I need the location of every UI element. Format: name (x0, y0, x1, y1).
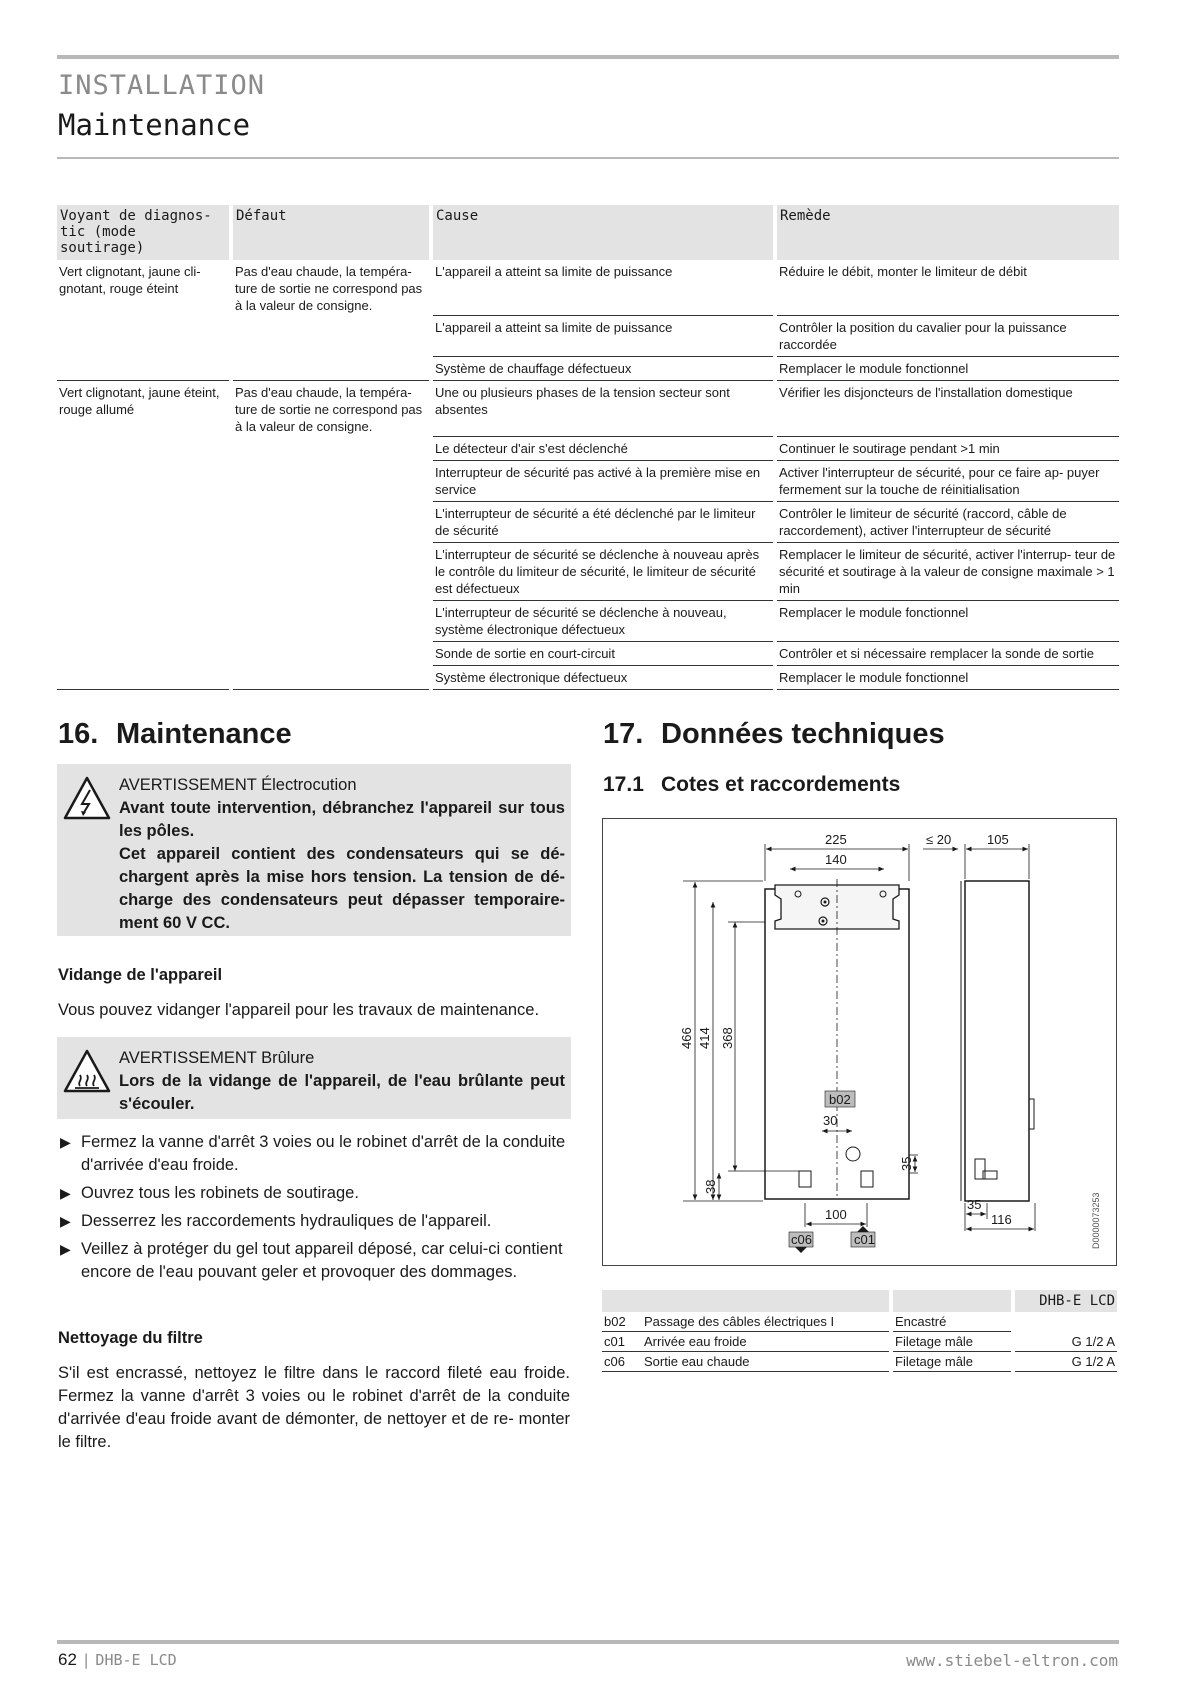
table-row (57, 381, 1119, 437)
footer-model: DHB-E LCD (95, 1651, 177, 1669)
table-row (602, 1352, 1117, 1372)
dim-368: 368 (720, 1027, 735, 1049)
cause-cell: Interrupteur de sécurité pas activé à la première mise en service (433, 461, 773, 502)
cause-cell: L'interrupteur de sécurité a été déclenché par le limiteur de sécurité (433, 502, 773, 543)
footer-rule (57, 1640, 1119, 1644)
remedy-cell: Remplacer le limiteur de sécurité, activer l'interrup- teur de sécurité et soutirage à la valeur de consigne maximale > 1 min (777, 543, 1119, 601)
dim-414: 414 (697, 1027, 712, 1049)
remedy-cell: Remplacer le module fonctionnel (777, 601, 1119, 642)
dim-35-vertical: 35 (899, 1156, 914, 1171)
cause-cell: Système de chauffage défectueux (433, 357, 773, 381)
dim-35-horizontal: 35 (967, 1197, 982, 1212)
remedy-cell: Contrôler la position du cavalier pour la puissance raccordée (777, 316, 1119, 357)
connector-c06 (799, 1171, 811, 1187)
tech-data-table (602, 1290, 1117, 1372)
dim-38: 38 (703, 1179, 718, 1194)
header-top-rule (57, 55, 1119, 59)
remedy-cell: Continuer le soutirage pendant >1 min (777, 437, 1119, 461)
section-17-title: Données techniques (661, 718, 945, 750)
warning-text: Avant toute intervention, débranchez l'appareil sur tous les pôles. (119, 799, 565, 840)
tech-table-header (602, 1290, 1117, 1312)
dim-225: 225 (825, 832, 847, 847)
remedy-cell: Contrôler le limiteur de sécurité (raccord, câble de raccordement), activer l'interrupteur de sécurité (777, 502, 1119, 543)
section-17-heading (603, 718, 945, 751)
cause-cell: L'interrupteur de sécurité se déclenche à nouveau, système électronique défectueux (433, 601, 773, 642)
warning-title: AVERTISSEMENT Électrocution (119, 776, 357, 794)
defect-cell: Pas d'eau chaude, la tempéra- ture de sortie ne correspond pas à la valeur de consigne. (233, 381, 429, 690)
row-value: G 1/2 A (1015, 1352, 1117, 1372)
cause-cell: Système électronique défectueux (433, 666, 773, 690)
label-c06: c06 (791, 1232, 812, 1247)
arrow-bullet-icon: ▶ (60, 1241, 71, 1257)
arrow-bullet-icon: ▶ (60, 1134, 71, 1150)
drain-text: Vous pouvez vidanger l'appareil pour les travaux de maintenance. (58, 1001, 540, 1019)
dim-105: 105 (987, 832, 1009, 847)
section-17-number: 17. (603, 718, 644, 750)
list-item: ▶ Ouvrez tous les robinets de soutirage. (58, 1182, 570, 1205)
dim-140: 140 (825, 852, 847, 867)
model-column-header: DHB-E LCD (1015, 1290, 1117, 1312)
filter-text: S'il est encrassé, nettoyez le filtre dans le raccord fileté eau froide. Fermez la vanne d'arrêt 3 voies ou le robinet d'arrêt de la conduite d'arrivée d'eau froide avant de démonter, de nettoyer et de re- monter le filtre. (58, 1364, 570, 1451)
col-header-remedy: Remède (777, 205, 1119, 260)
dimension-diagram (602, 818, 1117, 1266)
section-17-1-title: Cotes et raccordements (661, 773, 901, 796)
remedy-cell: Activer l'interrupteur de sécurité, pour ce faire ap- puyer fermement sur la touche de réinitialisation (777, 461, 1119, 502)
list-item: ▶ Veillez à protéger du gel tout appareil déposé, car celui-ci contient encore de l'eau pouvant geler et provoquer des dommages. (60, 1240, 563, 1281)
arrow-bullet-icon: ▶ (60, 1213, 71, 1229)
section-16-number: 16. (58, 718, 99, 750)
remedy-cell: Vérifier les disjoncteurs de l'installation domestique (777, 381, 1119, 437)
drawing-code: D0000073253 (1091, 1192, 1101, 1249)
footer-url: www.stiebel-eltron.com (906, 1651, 1118, 1670)
table-row (602, 1332, 1117, 1352)
warning-electrocution (57, 764, 571, 936)
row-code: c06 (602, 1352, 642, 1372)
col-header-indicator: Voyant de diagnos- tic (mode soutirage) (57, 205, 229, 260)
remedy-cell: Remplacer le module fonctionnel (777, 666, 1119, 690)
cause-cell: Une ou plusieurs phases de la tension secteur sont absentes (433, 381, 773, 437)
header-bottom-rule (57, 157, 1119, 159)
footer-page (58, 1650, 177, 1670)
cause-cell: L'appareil a atteint sa limite de puissance (433, 316, 773, 357)
dim-30: 30 (823, 1113, 838, 1128)
footer-separator: | (81, 1651, 91, 1669)
warning-burn (57, 1037, 571, 1119)
row-type: Encastré (893, 1312, 1011, 1332)
connector-c01 (861, 1171, 873, 1187)
list-item: ▶ Desserrez les raccordements hydrauliques de l'appareil. (58, 1210, 570, 1233)
dim-466: 466 (679, 1027, 694, 1049)
dim-le-20: ≤ 20 (926, 832, 952, 847)
row-code: c01 (602, 1332, 642, 1352)
page-number: 62 (58, 1650, 77, 1669)
row-name: Sortie eau chaude (642, 1352, 889, 1372)
remedy-cell: Réduire le débit, monter le limiteur de débit (777, 260, 1119, 316)
cause-cell: L'interrupteur de sécurité se déclenche à nouveau après le contrôle du limiteur de sécurité, le limiteur de sécurité est défectueux (433, 543, 773, 601)
dim-116: 116 (991, 1212, 1012, 1227)
header-title: Maintenance (58, 108, 251, 142)
cause-cell: Le détecteur d'air s'est déclenché (433, 437, 773, 461)
burn-warning-icon (63, 1049, 111, 1093)
row-name: Arrivée eau froide (642, 1332, 889, 1352)
diagnostic-table (53, 205, 1123, 690)
cause-cell: L'appareil a atteint sa limite de puissance (433, 260, 773, 316)
section-16-title: Maintenance (116, 718, 292, 750)
defect-cell: Pas d'eau chaude, la tempéra- ture de sortie ne correspond pas à la valeur de consigne. (233, 260, 429, 381)
electrocution-warning-icon (63, 776, 111, 820)
section-17-1-heading (603, 773, 900, 797)
remedy-cell: Contrôler et si nécessaire remplacer la sonde de sortie (777, 642, 1119, 666)
list-item: ▶ Fermez la vanne d'arrêt 3 voies ou le robinet d'arrêt de la conduite d'arrivée d'eau froide. (60, 1133, 566, 1174)
section-17-1-number: 17.1 (603, 773, 644, 796)
warning-title: AVERTISSEMENT Brûlure (119, 1049, 315, 1067)
col-header-defect: Défaut (233, 205, 429, 260)
row-type: Filetage mâle (893, 1332, 1011, 1352)
remedy-cell: Remplacer le module fonctionnel (777, 357, 1119, 381)
warning-text: Lors de la vidange de l'appareil, de l'eau brûlante peut s'écouler. (119, 1072, 565, 1113)
label-c01: c01 (854, 1232, 875, 1247)
drain-steps (58, 1131, 570, 1289)
filter-heading: Nettoyage du filtre (58, 1329, 203, 1347)
arrow-bullet-icon: ▶ (60, 1185, 71, 1201)
cause-cell: Sonde de sortie en court-circuit (433, 642, 773, 666)
label-b02: b02 (829, 1092, 851, 1107)
table-row (602, 1312, 1117, 1332)
warning-text: Cet appareil contient des condensateurs qui se dé- chargent après la mise hors tension. La tension de dé- charge des condensateurs peut dépasser temporaire- ment 60 V CC. (119, 845, 565, 932)
row-value (1015, 1312, 1117, 1332)
row-code: b02 (602, 1312, 642, 1332)
appliance-side-outline (965, 881, 1029, 1201)
dim-100: 100 (825, 1207, 847, 1222)
section-16-heading (58, 718, 292, 751)
indicator-cell: Vert clignotant, jaune cli- gnotant, rouge éteint (57, 260, 229, 381)
row-value: G 1/2 A (1015, 1332, 1117, 1352)
row-name: Passage des câbles électriques I (642, 1312, 889, 1332)
row-type: Filetage mâle (893, 1352, 1011, 1372)
diagnostic-table-header (57, 205, 1119, 260)
drain-heading: Vidange de l'appareil (58, 966, 223, 984)
col-header-cause: Cause (433, 205, 773, 260)
indicator-cell: Vert clignotant, jaune éteint, rouge allumé (57, 381, 229, 690)
table-row (57, 260, 1119, 316)
header-section: INSTALLATION (58, 70, 266, 101)
